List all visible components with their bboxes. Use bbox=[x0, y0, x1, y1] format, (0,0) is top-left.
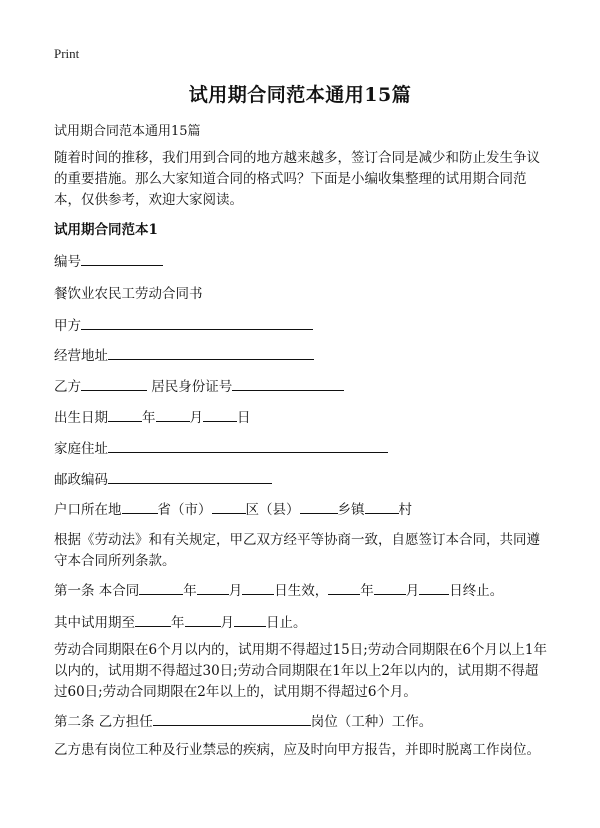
law-paragraph: 根据《劳动法》和有关规定，甲乙双方经平等协商一致，自愿签订本合同，共同遵守本合同所列条款。 bbox=[54, 532, 540, 569]
last-paragraph: 乙方患有岗位工种及行业禁忌的疾病，应及时向甲方报告，并即时脱离工作岗位。 bbox=[54, 742, 540, 758]
blank-line bbox=[81, 378, 147, 391]
article-text: 其中试用期至 bbox=[54, 615, 135, 631]
document-title: 试用期合同范本通用15篇 bbox=[188, 84, 412, 106]
field-label: 居民身份证号 bbox=[151, 379, 233, 395]
article-text: 第一条 本合同 bbox=[54, 583, 140, 599]
blank-line bbox=[81, 317, 313, 330]
article-text: 月 bbox=[228, 583, 243, 599]
field-label: 村 bbox=[398, 502, 412, 518]
field-label: 经营地址 bbox=[54, 348, 108, 364]
blank-line bbox=[197, 582, 229, 595]
print-link[interactable]: Print bbox=[54, 46, 80, 61]
document-subtitle: 试用期合同范本通用15篇 bbox=[54, 124, 201, 139]
article-text: 年 bbox=[171, 615, 185, 631]
intro-paragraph: 随着时间的推移，我们用到合同的地方越来越多，签订合同是减少和防止发生争议的重要措施。那么大家知道合同的格式吗？下面是小编收集整理的试用期合同范本，仅供参考，欢迎大家阅读。 bbox=[54, 150, 540, 208]
field-label: 出生日期 bbox=[54, 410, 108, 426]
blank-line bbox=[185, 614, 221, 627]
contract-name: 餐饮业农民工劳动合同书 bbox=[54, 286, 203, 302]
field-jiafang bbox=[54, 314, 313, 334]
blank-line bbox=[135, 614, 171, 627]
field-label: 日 bbox=[237, 410, 251, 426]
article-text: 年 bbox=[360, 583, 374, 599]
field-home bbox=[54, 437, 388, 457]
field-label: 省（市） bbox=[157, 502, 212, 518]
field-label: 家庭住址 bbox=[54, 441, 108, 457]
blank-line bbox=[212, 501, 246, 514]
field-label: 年 bbox=[142, 410, 156, 426]
field-label: 区（县） bbox=[245, 502, 300, 518]
article-text: 月 bbox=[220, 615, 234, 631]
blank-line bbox=[139, 582, 183, 595]
blank-line bbox=[153, 713, 311, 726]
field-postcode bbox=[54, 468, 272, 488]
article-text: 第二条 乙方担任 bbox=[54, 714, 153, 730]
blank-line bbox=[300, 501, 338, 514]
blank-line bbox=[81, 253, 163, 266]
blank-line bbox=[122, 501, 158, 514]
section-heading: 试用期合同范本1 bbox=[54, 222, 158, 238]
article-text: 岗位（工种）工作。 bbox=[310, 714, 433, 730]
article-text: 年 bbox=[183, 583, 197, 599]
blank-line bbox=[108, 347, 314, 360]
blank-line bbox=[203, 409, 237, 422]
blank-line bbox=[108, 440, 388, 453]
field-label: 乡镇 bbox=[337, 502, 365, 518]
field-label: 月 bbox=[189, 410, 203, 426]
blank-line bbox=[232, 378, 344, 391]
field-yifang bbox=[54, 375, 344, 395]
field-birth bbox=[54, 406, 251, 426]
field-address bbox=[54, 344, 314, 364]
blank-line bbox=[234, 614, 266, 627]
article-2 bbox=[54, 710, 432, 730]
field-hukou bbox=[54, 498, 412, 518]
article-text: 月 bbox=[405, 583, 420, 599]
blank-line bbox=[419, 582, 449, 595]
article-1 bbox=[54, 579, 503, 599]
article-text: 日终止。 bbox=[449, 583, 504, 599]
blank-line bbox=[108, 409, 142, 422]
field-bianhao bbox=[54, 250, 163, 270]
field-label: 甲方 bbox=[54, 318, 81, 334]
blank-line bbox=[365, 501, 399, 514]
probation-line bbox=[54, 611, 307, 631]
article-text: 日生效， bbox=[274, 583, 329, 599]
blank-line bbox=[242, 582, 274, 595]
blank-line bbox=[108, 471, 272, 484]
blank-line bbox=[156, 409, 190, 422]
field-label: 编号 bbox=[54, 254, 81, 270]
probation-rules: 劳动合同期限在6个月以内的，试用期不得超过15日;劳动合同期限在6个月以上1年以内的，试用期不得超过30日;劳动合同期限在1年以上2年以内的，试用期不得超过60日;劳动合同期限在2年以上的，试用期不得超过6个月。 bbox=[54, 642, 547, 700]
blank-line bbox=[374, 582, 406, 595]
field-label: 户口所在地 bbox=[54, 502, 122, 518]
blank-line bbox=[328, 582, 360, 595]
field-label: 乙方 bbox=[54, 379, 81, 395]
article-text: 日止。 bbox=[266, 615, 307, 631]
field-label: 邮政编码 bbox=[54, 472, 108, 488]
